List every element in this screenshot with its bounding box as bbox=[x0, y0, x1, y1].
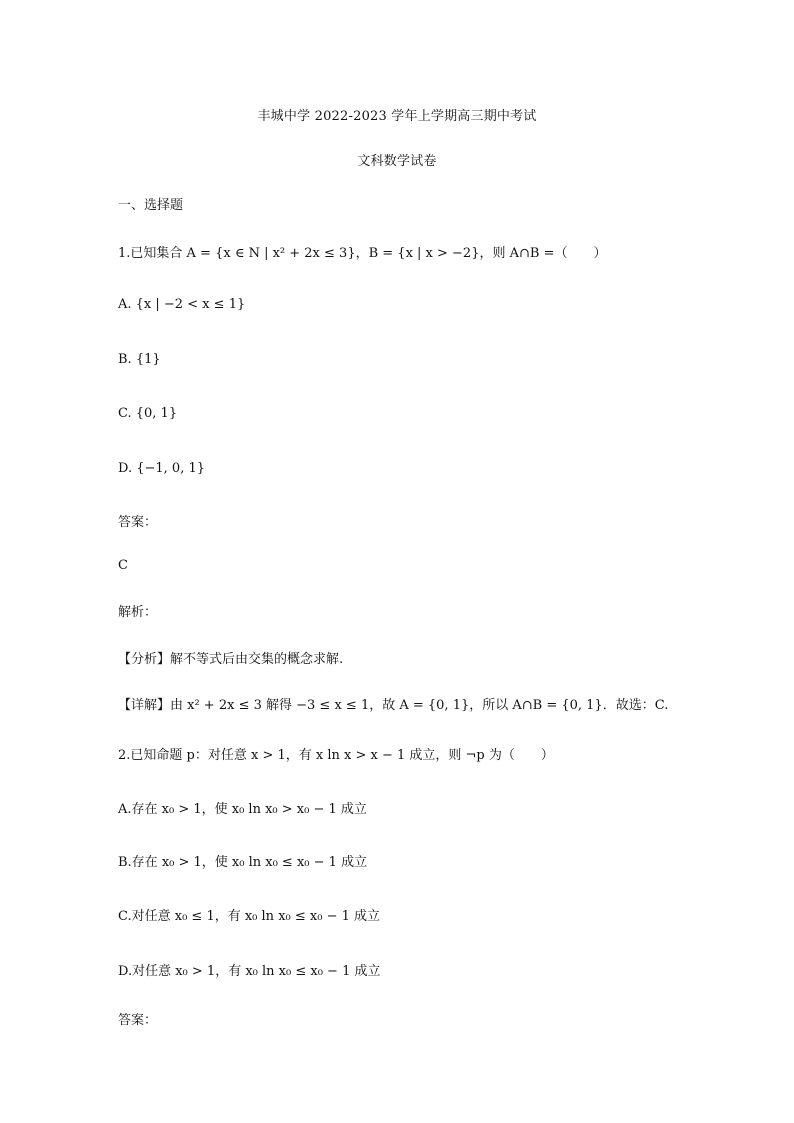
question-2-answer-label: 答案： bbox=[118, 1013, 158, 1028]
question-1-option-c: C. {0, 1} bbox=[118, 406, 178, 421]
question-1-detail: 【详解】由 x² + 2x ≤ 3 解得 −3 ≤ x ≤ 1，故 A = {0, 1}，所以 A∩B = {0, 1}．故选：C. bbox=[118, 698, 669, 713]
question-1-option-b: B. {1} bbox=[118, 352, 161, 367]
exam-title: 丰城中学 2022-2023 学年上学期高三期中考试 bbox=[257, 109, 537, 124]
question-1-option-a: A. {x | −2 < x ≤ 1} bbox=[118, 297, 246, 312]
question-1-answer-label: 答案： bbox=[118, 515, 158, 530]
question-1-stem: 1.已知集合 A = {x ∈ N | x² + 2x ≤ 3}，B = {x | x > −2}，则 A∩B =（ ） bbox=[118, 246, 607, 261]
question-2-option-d: D.对任意 x₀ > 1，有 x₀ ln x₀ ≤ x₀ − 1 成立 bbox=[118, 964, 381, 979]
section-heading: 一、选择题 bbox=[118, 198, 184, 213]
question-1-answer: C bbox=[118, 558, 128, 573]
question-1-analysis: 【分析】解不等式后由交集的概念求解. bbox=[118, 652, 344, 667]
question-2-option-a: A.存在 x₀ > 1，使 x₀ ln x₀ > x₀ − 1 成立 bbox=[118, 802, 367, 817]
question-1-analysis-label: 解析： bbox=[118, 605, 158, 620]
exam-subtitle: 文科数学试卷 bbox=[357, 154, 437, 169]
question-2-option-c: C.对任意 x₀ ≤ 1，有 x₀ ln x₀ ≤ x₀ − 1 成立 bbox=[118, 909, 380, 924]
question-1-option-d: D. {−1, 0, 1} bbox=[118, 461, 206, 476]
question-2-stem: 2.已知命题 p：对任意 x > 1，有 x ln x > x − 1 成立，则 ¬p 为（ ） bbox=[118, 748, 554, 763]
question-2-option-b: B.存在 x₀ > 1，使 x₀ ln x₀ ≤ x₀ − 1 成立 bbox=[118, 855, 368, 870]
